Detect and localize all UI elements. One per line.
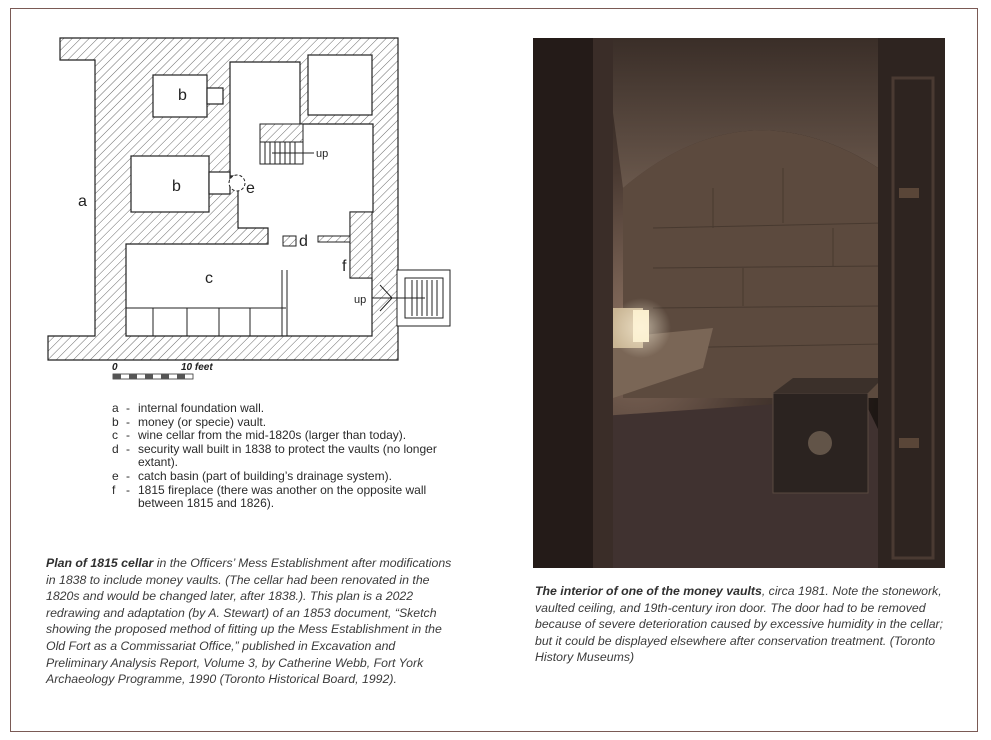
legend-dash: - — [126, 482, 130, 497]
legend-dash: - — [126, 401, 130, 415]
legend-key: d — [112, 441, 119, 456]
label-a: a — [78, 193, 87, 210]
legend-dash: - — [126, 441, 130, 456]
legend-key: f — [112, 482, 116, 497]
legend-item — [112, 470, 472, 484]
legend-item — [112, 484, 472, 511]
legend-text: wine cellar from the mid-1820s (larger than today). — [138, 428, 407, 443]
legend-key: a — [112, 401, 119, 415]
label-up-upper: up — [316, 148, 329, 160]
legend-text: internal foundation wall. — [138, 401, 265, 415]
legend-text: catch basin (part of building’s drainage system). — [138, 468, 392, 483]
photo-caption-lead: The interior of one of the money vaults — [535, 584, 762, 598]
plan-caption-lead: Plan of 1815 cellar — [46, 556, 154, 570]
wall-d — [283, 236, 296, 246]
legend-item — [112, 443, 472, 470]
plan-legend — [112, 402, 472, 511]
legend-dash: - — [126, 428, 130, 443]
label-c: c — [205, 270, 213, 287]
vault-b-lower — [131, 156, 209, 212]
legend-item — [112, 429, 472, 443]
fireplace-f — [350, 212, 372, 278]
label-d: d — [299, 233, 308, 250]
plan-caption-body: in the Officers’ Mess Establishment after modifications in 1838 to include money vaults. (The cellar had been renovated in the 1820s and would be changed later, after 1838.). This plan is a 2022 redrawing and adaptation (by A. Stewart) of an 1853 document, “Sketch showing the proposed method of fitting up the Mess Establishment in the Old Fort as a Commissariat Office,” published in Excavation and Preliminary Analysis Report, Volume 3, by Catherine Webb, Fort York Archaeology Programme, 1990 (Toronto Historical Board, 1992). — [46, 556, 452, 687]
cellar-floor-plan — [40, 30, 460, 380]
legend-item — [112, 416, 472, 430]
label-e: e — [246, 180, 255, 197]
legend-text: security wall built in 1838 to protect the vaults (no longer extant). — [138, 441, 437, 470]
label-b-upper: b — [178, 87, 187, 104]
legend-dash: - — [126, 414, 130, 429]
upper-right-cell — [308, 55, 372, 115]
legend-text: 1815 fireplace (there was another on the opposite wall between 1815 and 1826). — [138, 482, 427, 511]
legend-key: e — [112, 468, 119, 483]
scale-bar — [112, 362, 213, 379]
photo-caption — [535, 583, 947, 666]
vault-interior-photo — [533, 38, 945, 568]
plan-caption — [46, 555, 456, 688]
legend-text: money (or specie) vault. — [138, 414, 267, 429]
label-b-lower: b — [172, 178, 181, 195]
label-up-lower: up — [354, 294, 367, 306]
legend-key: b — [112, 414, 119, 429]
catch-basin-e — [229, 175, 245, 191]
photo-caption-body: , circa 1981. Note the stonework, vaulted ceiling, and 19th-century iron door. The door had to be removed because of severe deterioration caused by excessive humidity in the cellar; but it could be displayed elsewhere after conservation treatment. (Toronto History Museums) — [535, 584, 944, 665]
legend-dash: - — [126, 468, 130, 483]
label-f: f — [342, 258, 347, 275]
scale-end: 10 feet — [181, 362, 213, 373]
scale-start: 0 — [112, 362, 118, 373]
legend-item — [112, 402, 472, 416]
legend-key: c — [112, 428, 118, 443]
